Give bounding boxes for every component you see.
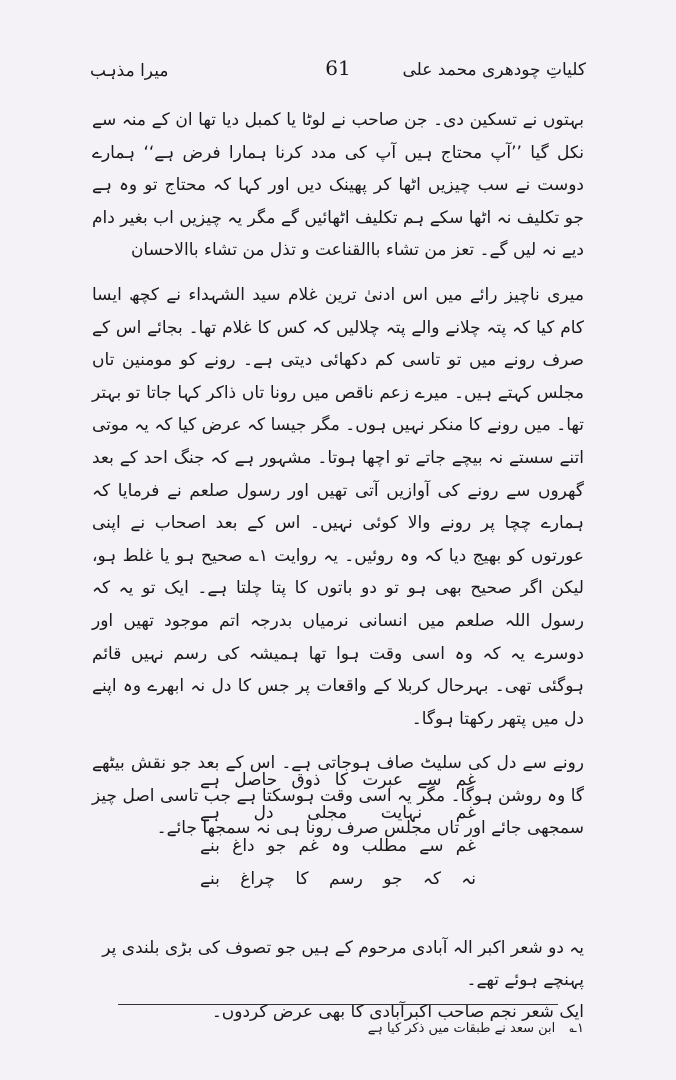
poem-word: کا [295,869,309,889]
poem-word: ذوق [291,770,321,790]
poem-word: دل [253,803,274,823]
poem-word: کا [334,770,349,790]
book-title: کلیاتِ چودھری محمد علی [402,60,586,80]
poem-word: سے [417,770,442,790]
page-number: 61 [325,56,351,80]
poem-word: سے [419,836,444,856]
poem-word: مطلب [361,836,407,856]
poem-word: غم [455,803,476,823]
poem-word: نہایت [380,803,423,823]
paragraph-2: میری ناچیز رائے میں اس ادنیٰ ترین غلام سید الشہداء نے کچھ ایسا کام کیا کہ پتہ چلانے والے پتہ چلالیں کہ کس کا غلام تھا۔ بجائے اس کے صرف رونے میں تو تاسی کم دکھائی دیتی ہے۔ رونے کو مومنین تاں مجلس کہتے ہیں۔ میرے زعم ناقص میں رونا تاں ذاکر کہا جاتا تو بہتر تھا۔ میں رونے کا منکر نہیں ہوں۔ مگر جیسا کہ عرض کیا کہ یہ موتی اتنے سستے نہ بیچے جاتے تو اچھا ہوتا۔ مشہور ہے کہ جنگ احد کے بعد گھروں سے رونے کی آوازیں آتی تھیں اور رسول صلعم نے فرمایا کہ ہمارے چچا پر رونے والا کوئی نہیں۔ اس کے بعد اصحاب نے اپنی عورتوں کو بھیج دیا کہ وہ روئیں۔ یہ روایت ۱؎ صحیح ہو یا غلط ہو، لیکن اگر صحیح بھی ہو تو دو باتوں کا پتا چلتا ہے۔ ایک تو یہ کہ رسول اللہ صلعم میں انسانی نرمیاں بدرجہ اتم موجود تھیں اور دوسرے یہ کہ وہ اسی وقت ہوا تھا ہمیشہ کی رسم نہیں قائم ہوگئی تھی۔ بہرحال کربلا کے واقعات پر جس کا دل نہ ابھرے وہ اپنے دل میں پتھر رکھتا ہوگا۔ [92,284,585,729]
poem-word: مجلی [307,803,348,823]
paragraph-3: رونے سے دل کی سلیٹ صاف ہوجاتی ہے۔ اس کے بعد جو نقش بیٹھے گا وہ روشن ہوگا۔ مگر یہ اسی وقت ہوسکتا ہے جب تاسی اصل چیز سمجھی جائے اور تاں مجلس صرف رونا ہی نہ سمجھا جائے۔ [92,753,584,839]
poem-word: ہے [200,770,220,790]
closing-line-1: یہ دو شعر اکبر الہ آبادی مرحوم کے ہیں جو تصوف کی بڑی بلندی پر پہنچے ہوئے تھے۔ [102,938,584,990]
footnote-text: ابن سعد نے طبقات میں ذکر کیا ہے [367,1021,556,1036]
poem-word: کہ [422,869,441,889]
footnote [118,1018,584,1040]
poem-word: حاصل [234,770,278,790]
poem-word: چراغ [240,869,275,889]
closing-text [92,932,584,1028]
poem-line [200,863,476,896]
poem-line [200,764,476,797]
poem-word: وہ [331,836,350,856]
poem-word: عبرت [362,770,403,790]
poem-word: نہ [461,869,476,889]
body-text [92,104,584,857]
poem [200,764,476,896]
poem-line [200,830,476,863]
page-header [90,56,586,90]
poem-word: غم [455,836,476,856]
poem-word: غم [298,836,319,856]
poem-word: ہے [200,803,220,823]
poem-word: جو [266,836,287,856]
paragraph-1: بہتوں نے تسکین دی۔ جن صاحب نے لوٹا یا کمبل دیا تھا ان کے منہ سے نکل گیا ’’آپ محتاج ہیں آپ کی مدد کرنا ہمارا فرض ہے‘‘ ہمارے دوست نے سب چیزیں اٹھا کر پھینک دیں اور کہا کہ محتاج تو وہ ہے جو تکلیف نہ اٹھا سکے ہم تکلیف اٹھائیں گے مگر یہ چیزیں اب بغیر دام دیے نہ لیں گے۔ تعز من تشاء باالقناعت و تذل من تشاء باالاحسان [92,110,584,261]
closing-line-2: ایک شعر نجم صاحب اکبرآبادی کا بھی عرض کردوں۔ [211,1002,584,1022]
chapter-title: میرا مذہب [90,61,169,81]
poem-word: غم [455,770,476,790]
poem-word: رسم [329,869,363,889]
poem-word: داغ [232,836,255,856]
poem-word: جو [383,869,403,889]
poem-word: بنے [200,836,220,856]
footnote-divider [118,1004,558,1005]
footnote-marker: ۱؎ [569,1021,584,1036]
poem-word: بنے [200,869,220,889]
poem-line [200,797,476,830]
